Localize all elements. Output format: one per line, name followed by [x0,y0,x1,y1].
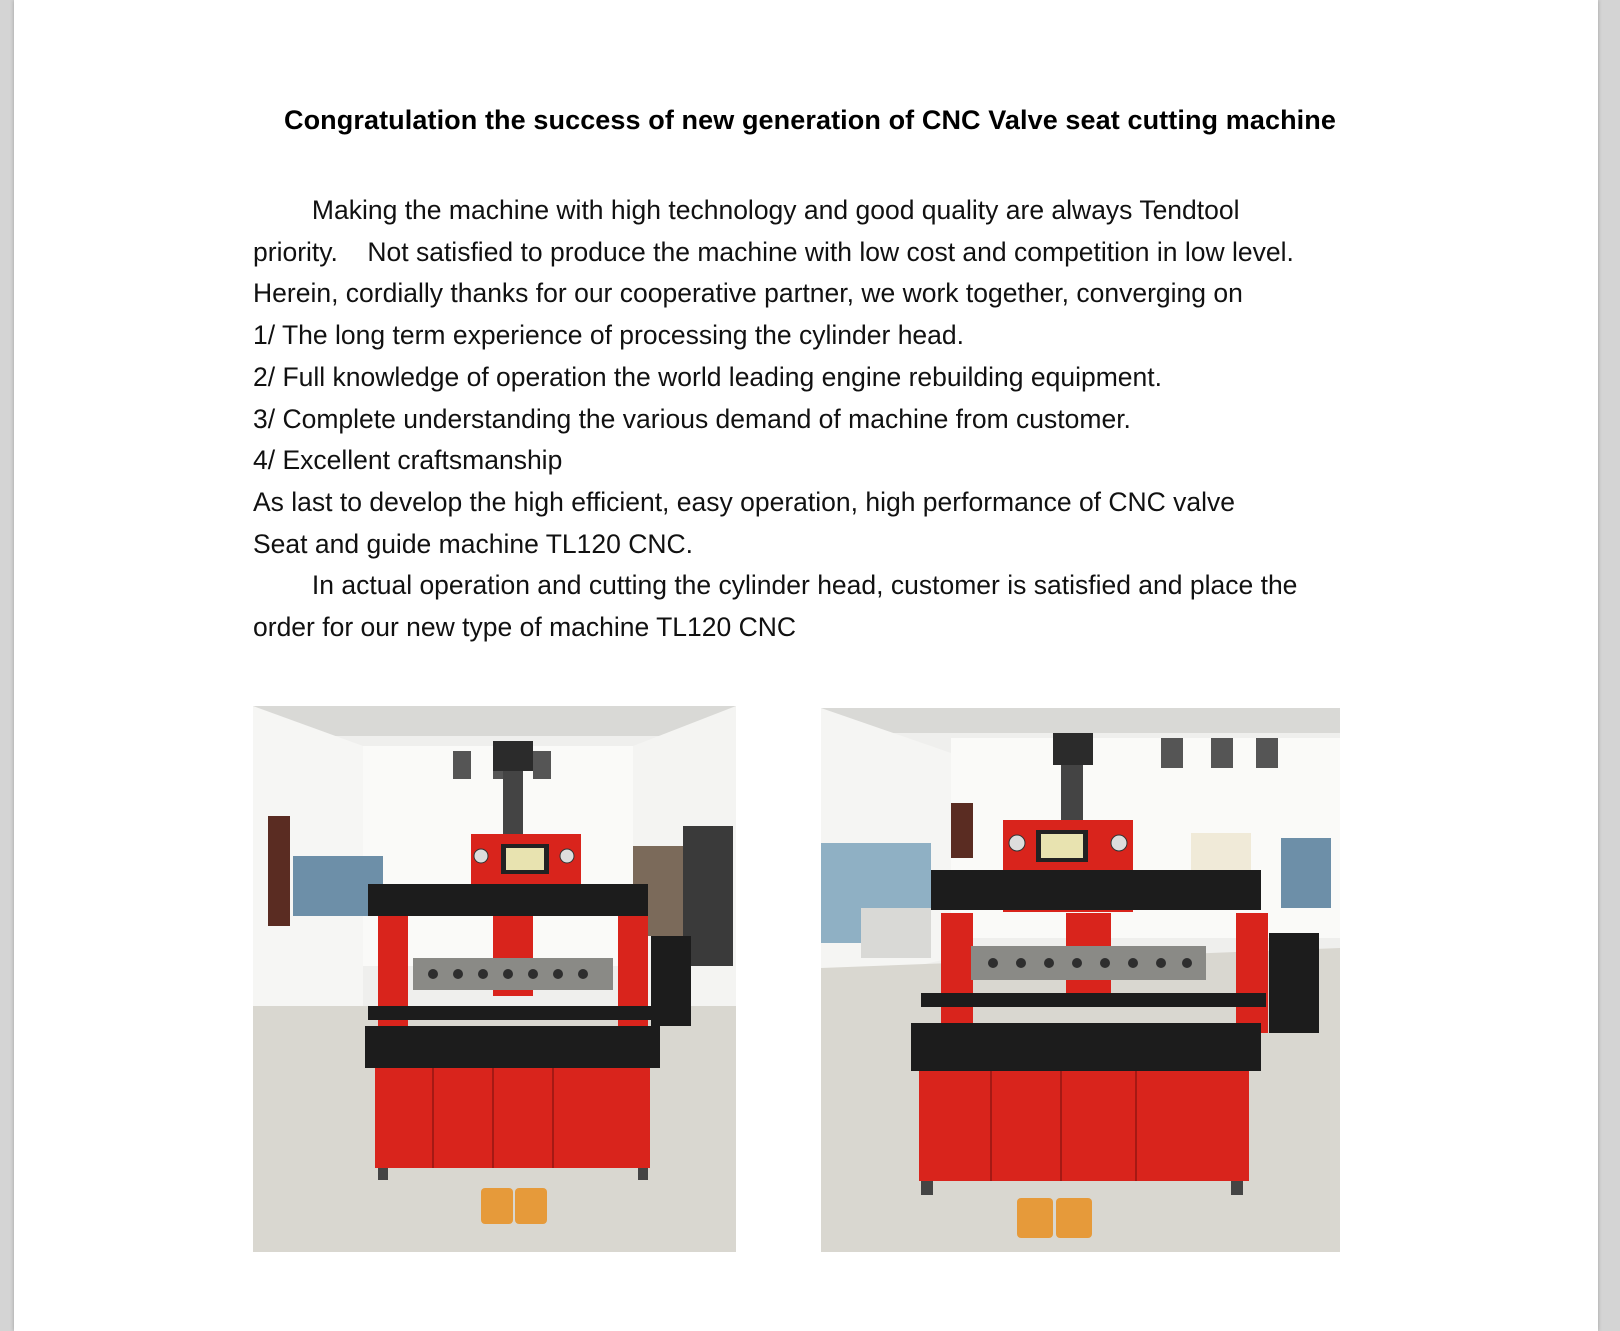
list-item-3: 3/ Complete understanding the various demand of machine from customer. [253,403,1131,434]
list-item-4: 4/ Excellent craftsmanship [253,445,563,476]
machine-illustration-angled [821,708,1340,1252]
document-body [253,190,1383,649]
body-line-3: Herein, cordially thanks for our cooperative partner, we work together, converging on [253,278,1243,309]
body-line-2: priority. Not satisfied to produce the machine with low cost and competition in low level. [253,236,1294,267]
body-line-9: Seat and guide machine TL120 CNC. [253,528,693,559]
body-line-8: As last to develop the high efficient, easy operation, high performance of CNC valve [253,486,1236,517]
body-line-10: In actual operation and cutting the cylinder head, customer is satisfied and place the [253,570,1298,601]
machine-illustration-front [253,706,736,1252]
body-line-11: order for our new type of machine TL120 CNC [253,612,797,643]
body-line-1: Making the machine with high technology and good quality are always Tendtool [253,195,1240,225]
document-title: Congratulation the success of new generation of CNC Valve seat cutting machine [283,105,1336,135]
list-item-2: 2/ Full knowledge of operation the world leading engine rebuilding equipment. [253,361,1162,392]
list-item-1: 1/ The long term experience of processing the cylinder head. [253,320,965,351]
machine-photo-angled [821,708,1340,1252]
machine-photo-front [253,706,736,1252]
